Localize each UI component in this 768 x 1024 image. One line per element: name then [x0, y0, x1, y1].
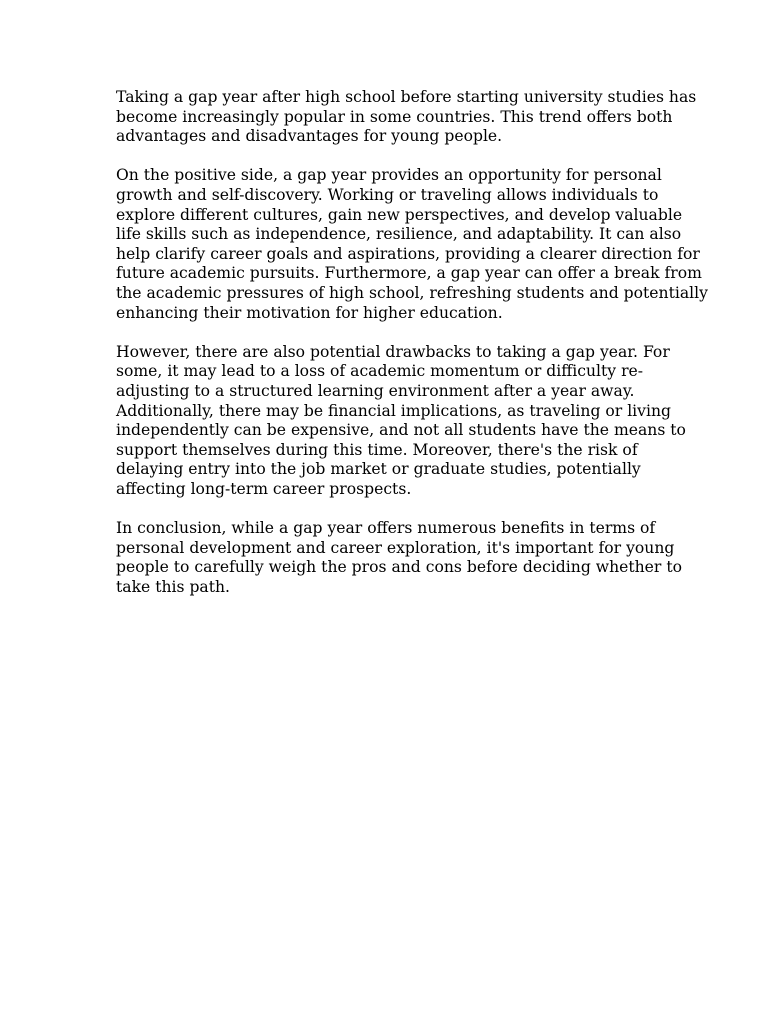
text-line: become increasingly popular in some countries. This trend offers both	[116, 107, 673, 126]
paragraph-drawbacks	[116, 342, 686, 500]
text-line: advantages and disadvantages for young people.	[116, 127, 503, 146]
text-line: In conclusion, while a gap year offers numerous benefits in terms of	[116, 519, 656, 538]
text-line: personal development and career exploration, it's important for young	[116, 538, 675, 557]
text-line: explore different cultures, gain new perspectives, and develop valuable	[116, 205, 683, 224]
paragraph-introduction	[116, 88, 697, 147]
text-line: the academic pressures of high school, refreshing students and potentially	[116, 283, 708, 302]
text-line: growth and self-discovery. Working or traveling allows individuals to	[116, 185, 659, 204]
text-line: On the positive side, a gap year provides an opportunity for personal	[116, 166, 662, 185]
text-line: delaying entry into the job market or graduate studies, potentially	[116, 460, 641, 479]
document-body	[116, 88, 708, 617]
text-line: affecting long-term career prospects.	[116, 479, 412, 498]
text-line: take this path.	[116, 577, 230, 596]
text-line: Additionally, there may be financial implications, as traveling or living	[116, 401, 671, 420]
text-line: However, there are also potential drawbacks to taking a gap year. For	[116, 342, 670, 361]
text-line: independently can be expensive, and not all students have the means to	[116, 421, 686, 440]
text-line: people to carefully weigh the pros and cons before deciding whether to	[116, 558, 682, 577]
text-line: help clarify career goals and aspirations, providing a clearer direction for	[116, 244, 700, 263]
text-line: adjusting to a structured learning environment after a year away.	[116, 381, 635, 400]
text-line: life skills such as independence, resilience, and adaptability. It can also	[116, 225, 682, 244]
text-line: enhancing their motivation for higher education.	[116, 303, 503, 322]
paragraph-advantages	[116, 166, 708, 323]
text-line: future academic pursuits. Furthermore, a gap year can offer a break from	[116, 264, 702, 283]
paragraph-conclusion	[116, 519, 682, 597]
text-line: Taking a gap year after high school before starting university studies has	[116, 88, 697, 106]
text-line: support themselves during this time. Moreover, there's the risk of	[116, 440, 638, 459]
text-line: some, it may lead to a loss of academic momentum or difficulty re-	[116, 362, 644, 381]
